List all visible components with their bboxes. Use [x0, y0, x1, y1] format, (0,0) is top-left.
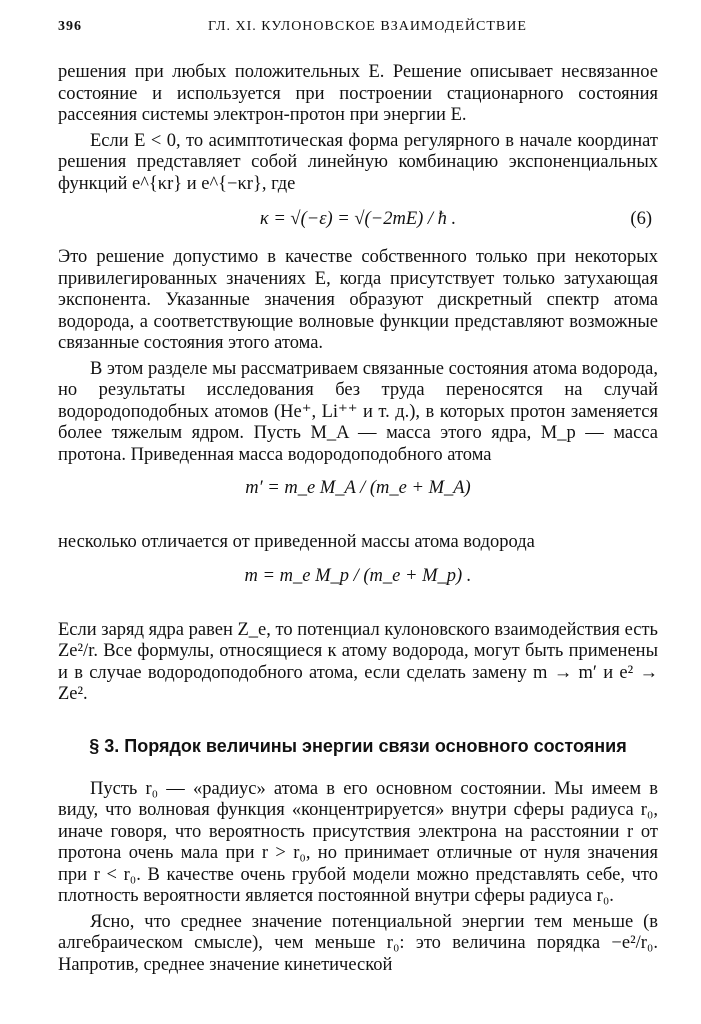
paragraph-2: Если E < 0, то асимптотическая форма регулярного в начале координат решения представляет собой линейную комбинацию экспоненциальных функций e^{κr} и e^{−κr}, где [58, 130, 658, 194]
running-title: ГЛ. XI. КУЛОНОВСКОЕ ВЗАИМОДЕЙСТВИЕ [208, 19, 527, 34]
paragraph-3: Это решение допустимо в качестве собственного только при некоторых привилегированных значениях E, когда присутствует только затухающая экспонента. Указанные значения образуют дискретный спектр атома водорода, а соответствующие волновые функции представляют возможные связанные состояния этого атома. [58, 247, 658, 353]
equation-reduced-mass-expression: m = m_e M_p / (m_e + M_p) . [244, 565, 472, 586]
equation-6-expression: κ = √(−ε) = √(−2mE) / ħ . [259, 209, 457, 229]
equation-6 [58, 195, 658, 247]
equation-reduced-mass-prime [58, 466, 658, 532]
page-number: 396 [58, 19, 82, 34]
paragraph-4: В этом разделе мы рассматриваем связанные состояния атома водорода, но результаты исследования без труда переносятся на случай водородоподобных атомов (He⁺, Li⁺⁺ и т. д.), в которых протон заменяется более тяжелым ядром. Пусть M_A — масса этого ядра, M_p — масса протона. Приведенная масса водородоподобного атома [58, 358, 658, 465]
paragraph-8: Ясно, что среднее значение потенциальной энергии тем меньше (в алгебраическом смысле), чем меньше r₀: это величина порядка −e²/r₀. Напротив, среднее значение кинетической [58, 911, 658, 975]
paragraph-7: Пусть r₀ — «радиус» атома в его основном состоянии. Мы имеем в виду, что волновая функция «концентрируется» внутри сферы радиуса r₀, иначе говоря, что вероятность присутствия электрона на расстоянии r от протона очень мала при r > r₀, но принимает отличные от нуля значения при r < r₀. В качестве очень грубой модели можно представлять себе, что плотность вероятности является постоянной внутри сферы радиуса r₀. [58, 778, 658, 906]
equation-reduced-mass [58, 554, 658, 620]
running-head [58, 19, 658, 41]
paragraph-6: Если заряд ядра равен Z_e, то потенциал кулоновского взаимодействия есть Ze²/r. Все формулы, относящиеся к атому водорода, могут быть применены и в случае водородоподобного атома, если сделать замену m → m′ и e² → Ze². [58, 619, 658, 704]
paragraph-5: несколько отличается от приведенной массы атома водорода [58, 532, 535, 552]
paragraph-1: решения при любых положительных E. Решение описывает несвязанное состояние и используется при построении стационарного состояния рассеяния системы электрон-протон при энергии E. [58, 62, 658, 125]
section-title: § 3. Порядок величины энергии связи основного состояния [89, 735, 627, 756]
equation-6-number: (6) [630, 209, 652, 229]
body-text [58, 62, 658, 976]
equation-reduced-mass-prime-expression: m′ = m_e M_A / (m_e + M_A) [245, 478, 471, 498]
